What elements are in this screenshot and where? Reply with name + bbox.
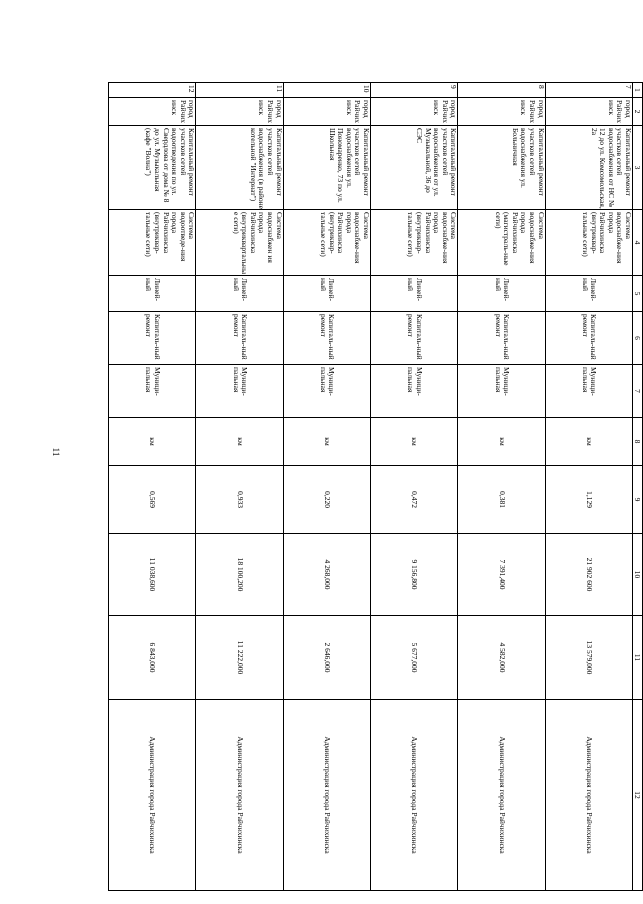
type-cell: Линей-ный xyxy=(196,276,283,312)
cost-cell: 21 902 600 xyxy=(545,534,632,616)
city-cell: город Райчихинск xyxy=(545,98,632,126)
ownership-cell: Муници-пальная xyxy=(545,365,632,418)
type-cell: Линей-ный xyxy=(109,276,196,312)
data-table xyxy=(108,82,643,891)
unit-cell: км xyxy=(458,418,545,466)
quantity-cell: 0,220 xyxy=(283,466,370,534)
rotated-table-wrapper xyxy=(108,82,643,890)
table-row xyxy=(109,83,196,891)
quantity-cell: 0,381 xyxy=(458,466,545,534)
object-cell: Система водоснабже-ния города Райчихинска (внутриквар-тальные сети) xyxy=(283,210,370,276)
ownership-cell: Муници-пальная xyxy=(283,365,370,418)
ownership-cell: Муници-пальная xyxy=(109,365,196,418)
funding-cell: 6 843,000 xyxy=(109,616,196,700)
object-cell: Система водоснабже-ния города Райчихинска (магистраль-ные сети) xyxy=(458,210,545,276)
row-number: 9 xyxy=(371,83,458,98)
header-cell: 8 xyxy=(633,418,643,466)
quantity-cell: 0,933 xyxy=(196,466,283,534)
row-number: 10 xyxy=(283,83,370,98)
header-cell: 12 xyxy=(633,700,643,891)
table-row xyxy=(545,83,632,891)
header-cell: 1 xyxy=(633,83,643,98)
header-cell: 4 xyxy=(633,210,643,276)
table-row xyxy=(371,83,458,891)
description-cell: Капитальный ремонт участков сетей водоснабжения (в районе котельной "Интернат") xyxy=(196,126,283,210)
page-number: 11 xyxy=(51,447,61,457)
work-cell: Капиталь-ный ремонт xyxy=(371,312,458,365)
work-cell: Капиталь-ный ремонт xyxy=(109,312,196,365)
city-cell: город Райчихинск xyxy=(371,98,458,126)
unit-cell: км xyxy=(371,418,458,466)
row-number: 12 xyxy=(109,83,196,98)
table-row xyxy=(283,83,370,891)
responsible-cell: Администрация города Райчихинска xyxy=(196,700,283,891)
ownership-cell: Муници-пальная xyxy=(371,365,458,418)
row-number: 11 xyxy=(196,83,283,98)
header-cell: 3 xyxy=(633,126,643,210)
type-cell: Линей-ный xyxy=(283,276,370,312)
city-cell: город Райчихинск xyxy=(458,98,545,126)
description-cell: Капитальный ремонт участков сетей водоснабжения ул. Больничная xyxy=(458,126,545,210)
responsible-cell: Администрация города Райчихинска xyxy=(109,700,196,891)
responsible-cell: Администрация города Райчихинска xyxy=(283,700,370,891)
ownership-cell: Муници-пальная xyxy=(458,365,545,418)
work-cell: Капиталь-ный ремонт xyxy=(545,312,632,365)
city-cell: город Райчихинск xyxy=(109,98,196,126)
work-cell: Капиталь-ный ремонт xyxy=(458,312,545,365)
funding-cell: 13 579,000 xyxy=(545,616,632,700)
funding-cell: 5 677,000 xyxy=(371,616,458,700)
cost-cell: 18 100,200 xyxy=(196,534,283,616)
header-cell: 9 xyxy=(633,466,643,534)
cost-cell: 11 038,600 xyxy=(109,534,196,616)
unit-cell: км xyxy=(545,418,632,466)
object-cell: Система водоснабже-ния города Райчихинска (внутриквар-тальные сети) xyxy=(371,210,458,276)
header-cell: 11 xyxy=(633,616,643,700)
description-cell: Капитальный ремонт участков сетей водоотведения по ул. Свердлова от дома № 8 до ул. Музыкальная (кафе "Волна") xyxy=(109,126,196,210)
funding-cell: 4 582,000 xyxy=(458,616,545,700)
object-cell: Система водоснабжен ия города Райчихинска (внутриквартальные сети) xyxy=(196,210,283,276)
cost-cell: 9 156,800 xyxy=(371,534,458,616)
funding-cell: 11 222,000 xyxy=(196,616,283,700)
type-cell: Линей-ный xyxy=(545,276,632,312)
city-cell: город Райчихинск xyxy=(283,98,370,126)
object-cell: Система водоснабже-ния города Райчихинска (внутриквар-тальные сети) xyxy=(545,210,632,276)
object-cell: Система водоотведе-ния города Райчихинска (внутриквар-тальные сети) xyxy=(109,210,196,276)
table-row xyxy=(196,83,283,891)
quantity-cell: 1,129 xyxy=(545,466,632,534)
description-cell: Капитальный ремонт участков сетей водоснабжения от ул. Музыкальной, 36 до СЭС xyxy=(371,126,458,210)
cost-cell: 7 391,400 xyxy=(458,534,545,616)
funding-cell: 2 646,000 xyxy=(283,616,370,700)
header-cell: 2 xyxy=(633,98,643,126)
header-cell: 7 xyxy=(633,365,643,418)
unit-cell: км xyxy=(283,418,370,466)
responsible-cell: Администрация города Райчихинска xyxy=(458,700,545,891)
header-cell: 5 xyxy=(633,276,643,312)
header-row xyxy=(633,83,643,891)
responsible-cell: Администрация города Райчихинска xyxy=(545,700,632,891)
type-cell: Линей-ный xyxy=(371,276,458,312)
description-cell: Капитальный ремонт участков сетей водоснабжения от НС № 12 до ул. Комсомольская, 2а xyxy=(545,126,632,210)
responsible-cell: Администрация города Райчихинска xyxy=(371,700,458,891)
table-row xyxy=(458,83,545,891)
cost-cell: 4 268,000 xyxy=(283,534,370,616)
work-cell: Капиталь-ный ремонт xyxy=(196,312,283,365)
ownership-cell: Муници-пальная xyxy=(196,365,283,418)
unit-cell: км xyxy=(109,418,196,466)
header-cell: 6 xyxy=(633,312,643,365)
header-cell: 10 xyxy=(633,534,643,616)
quantity-cell: 0,472 xyxy=(371,466,458,534)
row-number: 7 xyxy=(545,83,632,98)
work-cell: Капиталь-ный ремонт xyxy=(283,312,370,365)
city-cell: город Райчихинск xyxy=(196,98,283,126)
quantity-cell: 0,569 xyxy=(109,466,196,534)
unit-cell: км xyxy=(196,418,283,466)
row-number: 8 xyxy=(458,83,545,98)
type-cell: Линей-ный xyxy=(458,276,545,312)
description-cell: Капитальный ремонт участков сетей водоснабжения ул. Пономаренко, 73 по ул. Школьная xyxy=(283,126,370,210)
